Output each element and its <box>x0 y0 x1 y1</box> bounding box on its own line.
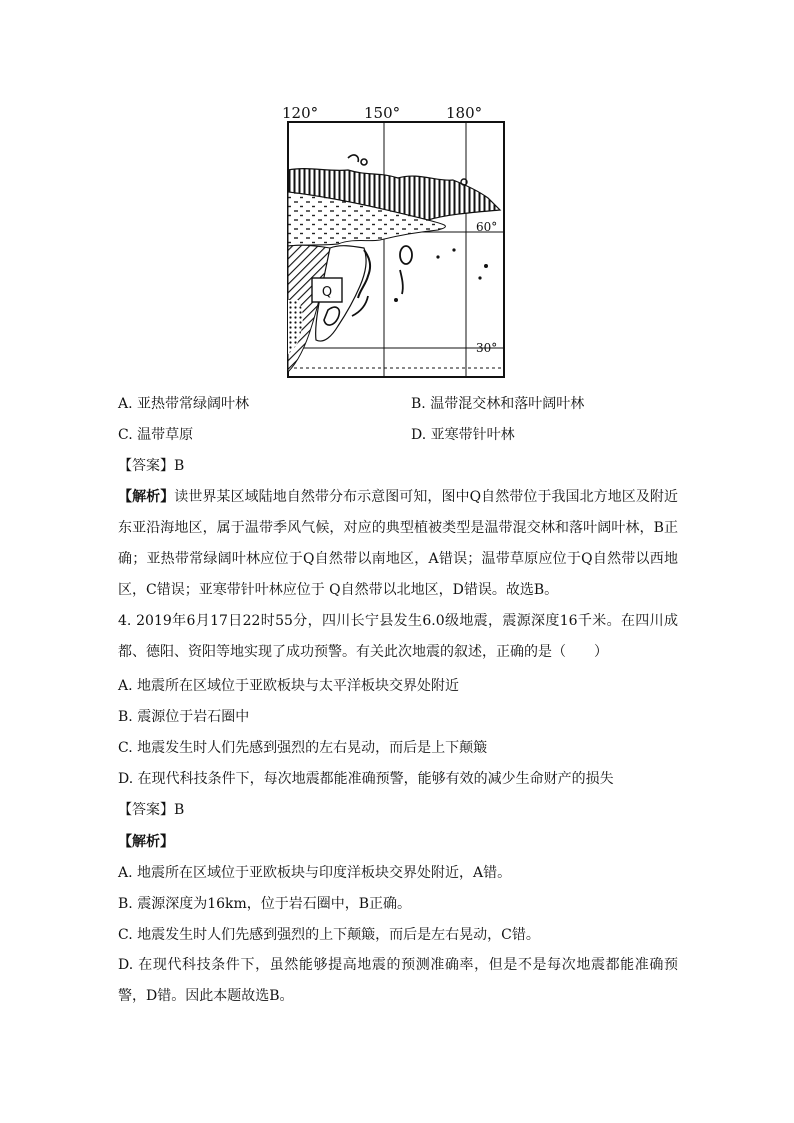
q3-analysis-text: 读世界某区域陆地自然带分布示意图可知，图中Q自然带位于我国北方地区及附近东亚沿海地区，属于温带季风气候，对应的典型植被类型是温带混交林和落叶阔叶林，B正确；亚热带常绿阔叶林应位于Q自然带以南地区，A错误；温带草原应位于Q自然带以西地区，C错误；亚寒带针叶林应位于 Q自然带以北地区，D错误。故选B。 <box>118 489 678 598</box>
map-figure <box>268 100 524 390</box>
q3-analysis-tag: 【解析】 <box>118 489 175 505</box>
q3-answer: 【答案】B <box>118 458 185 474</box>
q4-explanation-b: B. 震源深度为16km，位于岩石圈中，B正确。 <box>118 896 412 912</box>
q4-explanation-d: D. 在现代科技条件下，虽然能够提高地震的预测准确率，但是不是每次地震都能准确预警，D错。因此本题故选B。 <box>118 957 678 1004</box>
map-q-label: Q <box>321 285 333 300</box>
lat-label-30: 30° <box>476 341 498 355</box>
q3-option-d: D. 亚寒带针叶林 <box>411 427 515 443</box>
q3-option-a: A. 亚热带常绿阔叶林 <box>118 396 250 412</box>
natural-zone-map <box>268 100 524 390</box>
q4-option-a: A. 地震所在区域位于亚欧板块与太平洋板块交界处附近 <box>118 678 460 694</box>
q4-explanation-c: C. 地震发生时人们先感到强烈的上下颠簸，而后是左右晃动，C错。 <box>118 927 540 943</box>
q3-option-c: C. 温带草原 <box>118 427 194 443</box>
q4-option-d: D. 在现代科技条件下，每次地震都能准确预警，能够有效的减少生命财产的损失 <box>118 771 614 787</box>
lon-label-150: 150° <box>364 104 401 122</box>
q4-analysis-tag: 【解析】 <box>118 834 174 850</box>
q4-answer: 【答案】B <box>118 802 185 818</box>
lon-label-180: 180° <box>446 104 483 122</box>
lon-label-120: 120° <box>282 104 319 122</box>
q4-stem: 4. 2019年6月17日22时55分，四川长宁县发生6.0级地震，震源深度16千米。在四川成都、德阳、资阳等地实现了成功预警。有关此次地震的叙述，正确的是（ ） <box>118 613 678 660</box>
lat-label-60: 60° <box>476 220 498 234</box>
q4-explanation-a: A. 地震所在区域位于亚欧板块与印度洋板块交界处附近，A错。 <box>118 865 512 881</box>
q4-option-c: C. 地震发生时人们先感到强烈的左右晃动，而后是上下颠簸 <box>118 740 488 756</box>
q3-analysis <box>118 482 678 606</box>
q3-option-b: B. 温带混交林和落叶阔叶林 <box>411 396 585 412</box>
q4-option-b: B. 震源位于岩石圈中 <box>118 709 250 725</box>
